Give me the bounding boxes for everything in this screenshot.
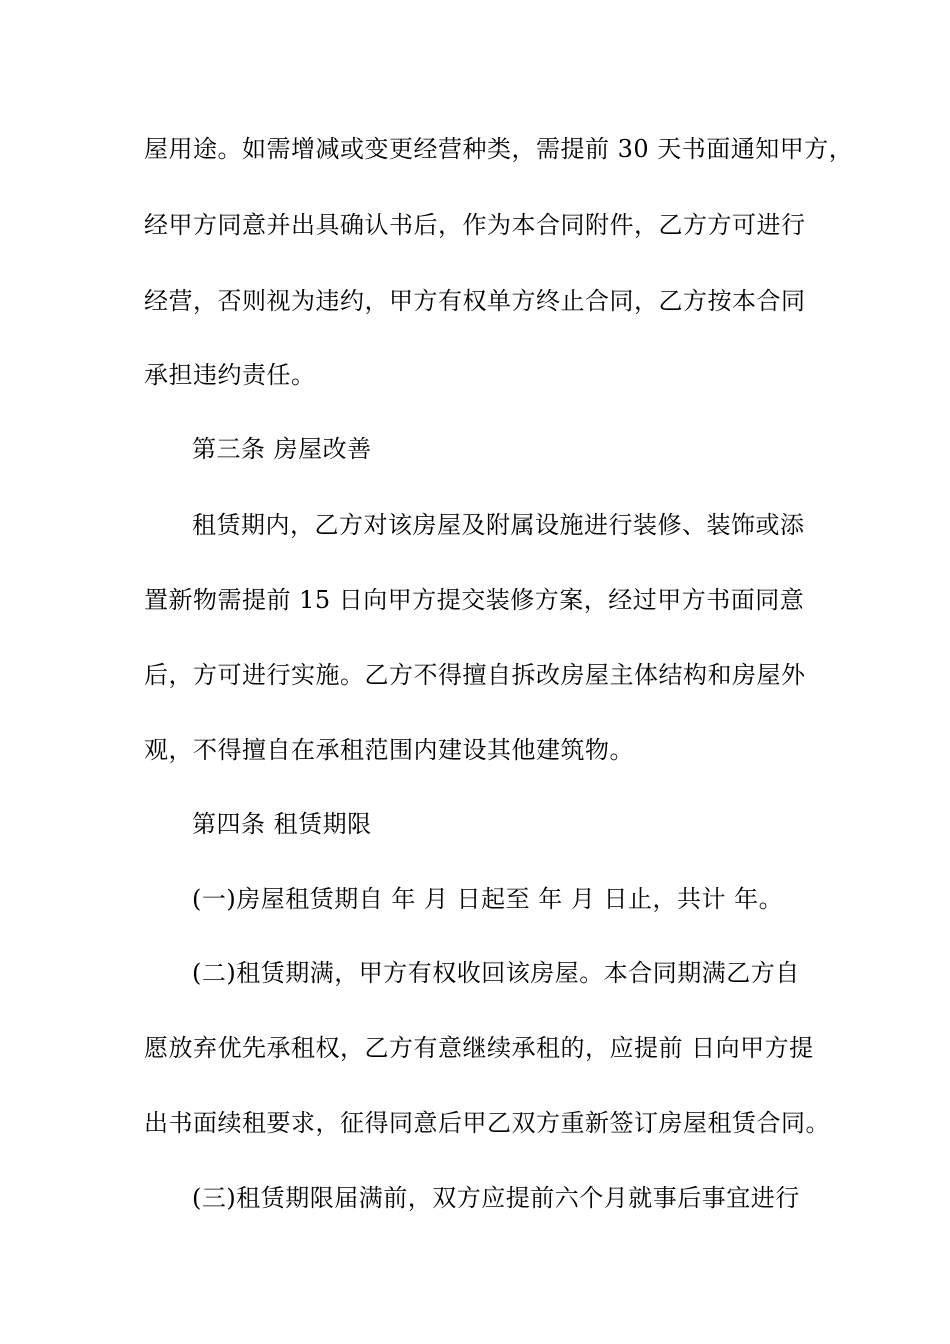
paragraph-line: 置新物需提前 15 日向甲方提交装修方案，经过甲方书面同意 bbox=[144, 586, 805, 614]
paragraph-line: (二)租赁期满，甲方有权收回该房屋。本合同期满乙方自 bbox=[192, 959, 800, 987]
paragraph-line: 经营，否则视为违约，甲方有权单方终止合同，乙方按本合同 bbox=[144, 287, 806, 315]
paragraph-line: 屋用途。如需增减或变更经营种类，需提前 30 天书面通知甲方， bbox=[144, 135, 854, 163]
paragraph-line: 后，方可进行实施。乙方不得擅自拆改房屋主体结构和房屋外 bbox=[144, 661, 806, 689]
paragraph-line: 出书面续租要求，征得同意后甲乙双方重新签订房屋租赁合同。 bbox=[144, 1109, 830, 1137]
section-heading: 第三条 房屋改善 bbox=[192, 435, 372, 463]
paragraph-line: 观，不得擅自在承租范围内建设其他建筑物。 bbox=[144, 736, 634, 764]
paragraph-line: 愿放弃优先承租权，乙方有意继续承租的，应提前 日向甲方提 bbox=[144, 1034, 814, 1062]
paragraph-line: (三)租赁期限届满前，双方应提前六个月就事后事宜进行 bbox=[192, 1184, 800, 1212]
paragraph-line: 承担违约责任。 bbox=[144, 361, 316, 389]
paragraph-line: (一)房屋租赁期自 年 月 日起至 年 月 日止，共计 年。 bbox=[192, 885, 784, 913]
paragraph-line: 经甲方同意并出具确认书后，作为本合同附件，乙方方可进行 bbox=[144, 211, 806, 239]
section-heading: 第四条 租赁期限 bbox=[192, 810, 372, 838]
paragraph-line: 租赁期内，乙方对该房屋及附属设施进行装修、装饰或添 bbox=[192, 511, 805, 539]
